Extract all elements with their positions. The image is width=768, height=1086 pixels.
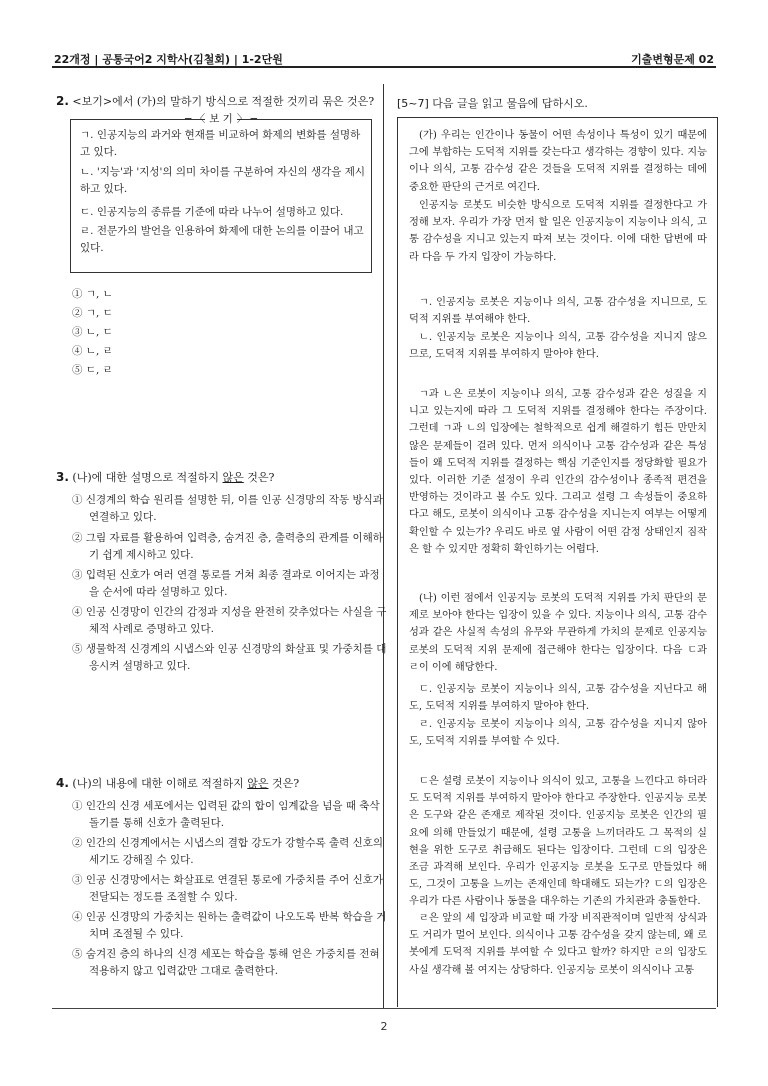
- page-header: [52, 38, 716, 68]
- passage-statement-2: ㄴ. 인공지능 로봇은 지능이나 의식, 고통 감수성을 지니지 않으므로, 도덕적 지위를 부여하지 말아야 한다.: [409, 332, 707, 361]
- passage-paragraph-2: 인공지능 로봇도 비슷한 방식으로 도덕적 지위를 결정한다고 가정해 보자. 우리가 가장 먼저 할 일은 인공지능이 지능이나 의식, 고통 감수성을 지니고 있는지 따져 보는 것이다. 이에 대한 답변에 따라 다음 두 가지 입장이 가능하다.: [409, 200, 707, 263]
- q3-choice-1[interactable]: ① 신경계의 학습 원리를 설명한 뒤, 이를 인공 신경망의 작동 방식과 연결하고 있다.: [72, 494, 383, 523]
- footer-rule: [52, 1008, 716, 1009]
- q3-choice-2[interactable]: ② 그림 자료를 활용하여 입력층, 숨겨진 층, 출력층의 관계를 이해하기 쉽게 제시하고 있다.: [72, 532, 383, 561]
- passage-paragraph-6: ㄹ은 앞의 세 입장과 비교할 때 가장 비직관적이며 일반적 상식과도 거리가 멀어 보인다. 의식이나 고통 감수성을 갖지 않는데, 왜 로봇에게 도덕적 지위를 부여할 수 있다고 할까? 하지만 ㄹ의 입장도 사실 생각해 볼 여지는 상당하다. 인공지능 로봇이 의식이나 고통: [409, 913, 707, 976]
- passage-statement-1: ㄱ. 인공지능 로봇은 지능이나 의식, 고통 감수성을 지니므로, 도덕적 지위를 부여해야 한다.: [409, 297, 707, 326]
- question-3-stem: 3. (나)에 대한 설명으로 적절하지 않은 것은?: [56, 470, 275, 484]
- question-2-number: 2.: [56, 94, 69, 108]
- passage-statement-4: ㄹ. 인공지능 로봇이 지능이나 의식, 고통 감수성을 지니지 않아도, 도덕적 지위를 부여할 수 있다.: [409, 719, 707, 748]
- page-number: 2: [380, 1020, 388, 1033]
- passage-box: [397, 117, 718, 1007]
- question-2-text: <보기>에서 (가)의 말하기 방식으로 적절한 것끼리 묶은 것은?: [72, 95, 375, 108]
- passage-paragraph-4: (나) 이런 점에서 인공지능 로봇의 도덕적 지위를 가치 판단의 문제로 보아야 한다는 입장이 있을 수 있다. 지능이나 의식, 고통 감수성과 같은 사실적 속성의 유무와 무관하게 가치의 문제로 인공지능 로봇의 도덕적 지위 문제에 접근해야 한다는 입장이다. 다음 ㄷ과 ㄹ이 이에 해당한다.: [409, 593, 707, 673]
- q2-option-3[interactable]: ③ ㄴ, ㄷ: [72, 326, 113, 338]
- bogi-item-3: ㄷ. 인공지능의 종류를 기준에 따라 나누어 설명하고 있다.: [80, 206, 344, 218]
- question-4-number: 4.: [56, 776, 69, 790]
- q2-option-2[interactable]: ② ㄱ, ㄷ: [72, 307, 113, 319]
- question-2-stem: [56, 92, 376, 111]
- q2-option-5[interactable]: ⑤ ㄷ, ㄹ: [72, 364, 113, 376]
- q4-choice-4[interactable]: ④ 인공 신경망의 가중치는 원하는 출력값이 나오도록 반복 학습을 거치며 조절될 수 있다.: [72, 911, 387, 940]
- q4-underlined-word: 않은: [247, 777, 269, 790]
- q3-choice-3[interactable]: ③ 입력된 신호가 여러 연결 통로를 거쳐 최종 결과로 이어지는 과정을 순서에 따라 설명하고 있다.: [72, 569, 380, 598]
- q2-option-1[interactable]: ① ㄱ, ㄴ: [72, 288, 113, 300]
- q4-choice-5[interactable]: ⑤ 숨겨진 층의 하나의 신경 세포는 학습을 통해 얻은 가중치를 전혀 적용하지 않고 입력값만 그대로 출력한다.: [72, 948, 380, 977]
- header-set-title: 기출변형문제 02: [631, 53, 714, 66]
- q2-option-4[interactable]: ④ ㄴ, ㄹ: [72, 345, 113, 357]
- bogi-item-2: ㄴ. '지능'과 '지성'의 의미 차이를 구분하여 자신의 생각을 제시하고 있다.: [80, 166, 366, 195]
- bogi-label: ─ 〈 보 기 〉 ─: [185, 113, 257, 125]
- q4-choice-2[interactable]: ② 인간의 신경계에서는 시냅스의 결합 강도가 강할수록 출력 신호의 세기도 강해질 수 있다.: [72, 837, 384, 866]
- bogi-item-4: ㄹ. 전문가의 발언을 인용하여 화제에 대한 논의를 이끌어 내고 있다.: [80, 225, 364, 254]
- header-course-info: 22개정 | 공통국어2 지학사(김철회) | 1-2단원: [54, 53, 283, 66]
- question-4-stem: 4. (나)의 내용에 대한 이해로 적절하지 않은 것은?: [56, 776, 300, 790]
- passage-paragraph-5: ㄷ은 설령 로봇이 지능이나 의식이 있고, 고통을 느낀다고 하더라도 도덕적 지위를 부여하지 말아야 한다고 주장한다. 인공지능 로봇은 도구와 같은 존재로 제작된 것이다. 인공지능 로봇은 인간의 필요에 의해 만들었기 때문에, 설령 고통을 느끼더라도 그 목적의 실현을 위한 도구로 취급해도 된다는 입장이다. 그런데 ㄷ의 입장은 조금 과격해 보인다. 우리가 인공지능 로봇을 도구로 만들었다 해도, 그것이 고통을 느끼는 존재인데 학대해도 되는가? ㄷ의 입장은 우리가 다른 사람이나 동물을 대우하는 기존의 가치관과 충돌한다.: [409, 776, 707, 908]
- passage-paragraph-1: (가) 우리는 인간이나 동물이 어떤 속성이나 특성이 있기 때문에 그에 부합하는 도덕적 지위를 갖는다고 생각하는 경향이 있다. 지능이나 의식, 고통 감수성 같은 것들을 도덕적 지위를 결정하는 데에 중요한 판단의 근거로 여긴다.: [409, 130, 707, 193]
- passage-statement-3: ㄷ. 인공지능 로봇이 지능이나 의식, 고통 감수성을 지닌다고 해도, 도덕적 지위를 부여하지 말아야 한다.: [409, 684, 707, 713]
- q4-choice-3[interactable]: ③ 인공 신경망에서는 화살표로 연결된 통로에 가중치를 주어 신호가 전달되는 정도를 조절할 수 있다.: [72, 874, 384, 903]
- q3-choice-5[interactable]: ⑤ 생물학적 신경계의 시냅스와 인공 신경망의 화살표 및 가중치를 대응시켜 설명하고 있다.: [72, 643, 387, 672]
- question-3-number: 3.: [56, 470, 69, 484]
- q4-choice-1[interactable]: ① 인간의 신경 세포에서는 입력된 값의 합이 임계값을 넘을 때 축삭 돌기를 통해 신호가 출력된다.: [72, 800, 380, 829]
- bogi-box: [70, 113, 372, 273]
- q3-underlined-word: 않은: [222, 471, 244, 484]
- passage-directions: [5~7] 다음 글을 읽고 물음에 답하시오.: [397, 97, 588, 110]
- q3-choice-4[interactable]: ④ 인공 신경망이 인간의 감정과 지성을 완전히 갖추었다는 사실을 구체적 사례로 증명하고 있다.: [72, 606, 387, 635]
- passage-paragraph-3: ㄱ과 ㄴ은 로봇이 지능이나 의식, 고통 감수성과 같은 성질을 지니고 있는지에 따라 그 도덕적 지위를 결정해야 한다는 주장이다. 그런데 ㄱ과 ㄴ의 입장에는 철학적으로 쉽게 해결하기 힘든 만만치 않은 문제들이 걸려 있다. 먼저 의식이나 고통 감수성과 같은 특성들이 왜 도덕적 지위를 결정하는 핵심 기준인지를 정당화할 필요가 있다. 이러한 기준 설정이 우리 인간의 감수성이나 종족적 편견을 반영하는 것이라고 볼 수도 있다. 그리고 설령 그 속성들이 중요하다고 해도, 로봇이 의식이나 고통 감수성을 지니는지 여부는 어떻게 확인할 수 있는가? 우리도 바로 옆 사람이 어떤 감정 상태인지 짐작은 할 수 있지만 정확히 확인하기는 어렵다.: [409, 389, 707, 555]
- bogi-item-1: ㄱ. 인공지능의 과거와 현재를 비교하여 화제의 변화를 설명하고 있다.: [80, 129, 361, 158]
